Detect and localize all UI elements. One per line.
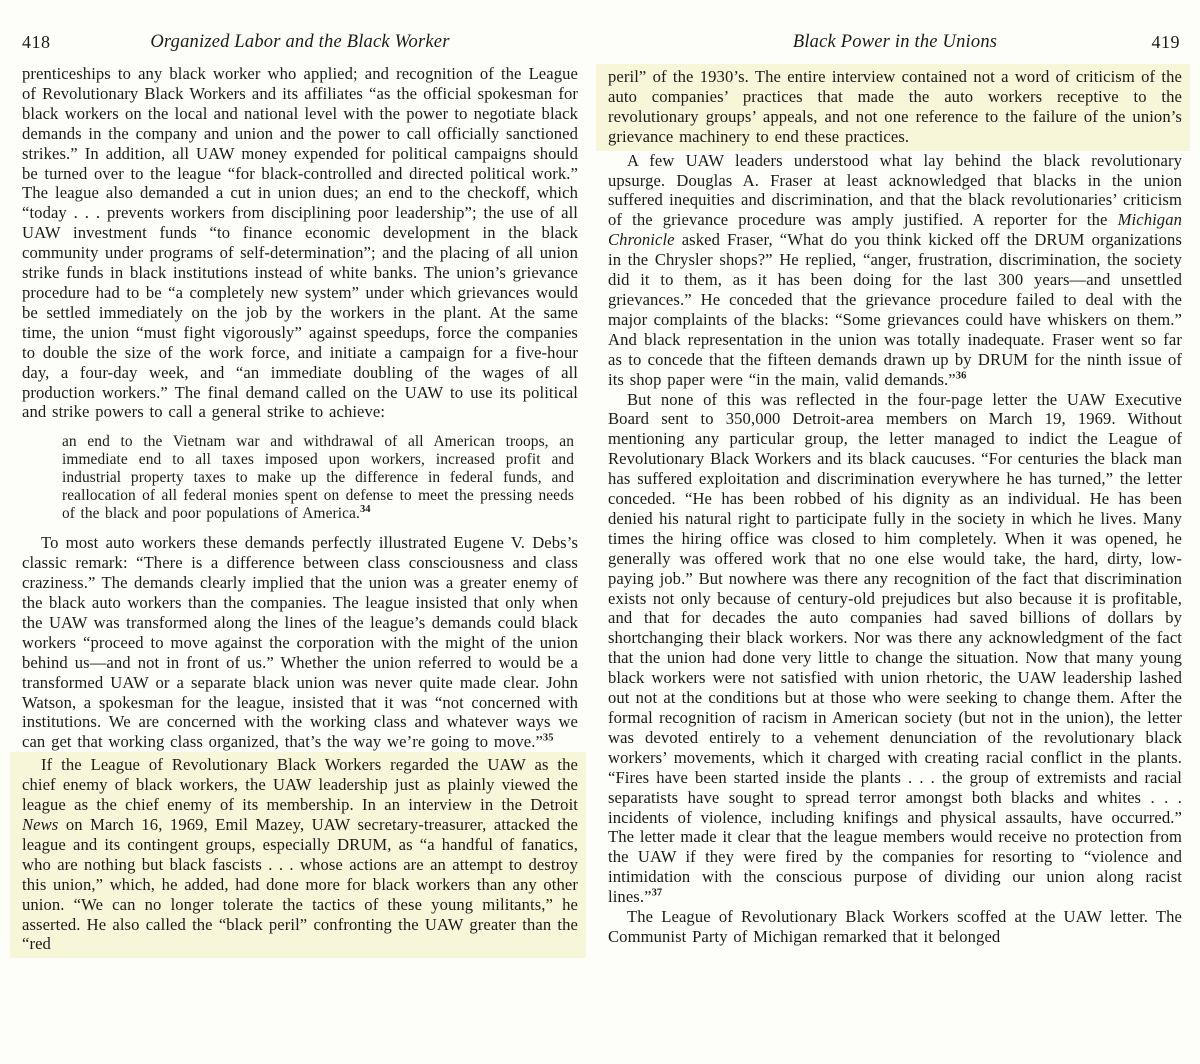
- footnote-marker: 34: [359, 503, 371, 515]
- paragraph: prenticeships to any black worker who applied; and recognition of the League of Revolutionary Black Workers and its affiliates “as the official spokesman for black workers on the local and national level with the power to negotiate black demands in the company and union and the power to call officially sanctioned strikes.” In addition, all UAW money expended for political campaigns should be turned over to the league “for black-controlled and directed political work.” The league also demanded a cut in union dues; an end to the checkoff, which “today . . . prevents workers from disciplining poor leadership”; the use of all UAW investment funds “to finance economic development in the black community under programs of self-determination”; and the placing of all union strike funds in black institutions instead of white banks. The union’s grievance procedure had to be “a completely new system” under which grievances would be settled immediately on the job by the workers in the plant. At the same time, the union “must fight vigorously” against speedups, force the companies to double the size of the work force, and initiate a campaign for a five-hour day, a four-day week, and “an immediate doubling of the wages of all production workers.” The final demand called on the UAW to use its political and strike powers to call a general strike to achieve:: [22, 64, 578, 422]
- paragraph: peril” of the 1930’s. The entire interview contained not a word of criticism of the auto companies’ practices that made the auto workers receptive to the revolutionary groups’ appeals, and not one reference to the failure of the union’s grievance machinery to end these practices.: [596, 64, 1190, 151]
- italic-text: News: [22, 814, 59, 834]
- page-number-left: 418: [22, 32, 51, 52]
- paragraph: The League of Revolutionary Black Workers scoffed at the UAW letter. The Communist Party of Michigan remarked that it belonged: [608, 907, 1182, 946]
- paragraph: But none of this was reflected in the four-page letter the UAW Executive Board sent to 350,000 Detroit-area members on March 19, 1969. Without mentioning any particular group, the letter managed to indict the League of Revolutionary Black Workers and its black caucuses. “For centuries the black man has suffered exploitation and discrimination everywhere he has turned,” the letter conceded. “He has been robbed of his dignity as an individual. He has been denied his natural right to participate fully in the society in which he lives. Many times the hiring office was closed to him completely. When it was opened, he generally was offered work that no one else would take, the hard, dirty, low-paying job.” But nowhere was there any recognition of the fact that discrimination exists not only because of century-old prejudices but also because it is profitable, and that for decades the auto companies had saved billions of dollars by shortchanging their black workers. Nor was there any acknowledgment of the fact that the union had done very little to change the situation. Now that many young black workers were not satisfied with union rhetoric, the UAW leadership lashed out not at the conditions but at those who were seeking to change them. After the formal recognition of racism in American society (but not in the union), the letter was devoted entirely to a vehement denunciation of the revolutionary black workers’ movements, which it charged with creating racial conflict in the plants. “Fires have been started inside the plants . . . the group of extremists and racial separatists have sought to spread terror amongst both blacks and whites . . . incidents of violence, including knifings and physical assaults, have occurred.” The letter made it clear that the league members would receive no protection from the UAW if they were fired by the companies for resorting to “violence and intimidation with the conscious purpose of dividing our union along racist lines.”$^{37}$: [608, 389, 1182, 907]
- left-page-body: [22, 64, 578, 958]
- italic-text: Michigan Chronicle: [608, 210, 1182, 250]
- paragraph: A few UAW leaders understood what lay behind the black revolutionary upsurge. Douglas A. Fraser at least acknowledged that blacks in the union suffered inequities and discrimination, and that the black revolutionaries’ criticism of the grievance procedure was amply justified. A reporter for the Michigan Chronicle asked Fraser, “What do you think kicked off the DRUM organizations in the Chrysler shops?” He replied, “anger, frustration, discrimination, the society did it to them, as it has been doing for the last 300 years—and unsettled grievances.” He conceded that the grievance procedure failed to deal with the major complaints of the blacks: “Some grievances could have whiskers on them.” And black representation in the union was totally inadequate. Fraser went so far as to concede that the fifteen demands drawn up by DRUM for the ninth issue of its shop paper were “in the main, valid demands.”$^{36}$: [608, 150, 1182, 389]
- paragraph: If the League of Revolutionary Black Workers regarded the UAW as the chief enemy of black workers, the UAW leadership just as plainly viewed the league as the chief enemy of its membership. In an interview in the Detroit News on March 16, 1969, Emil Mazey, UAW secretary-treasurer, attacked the league and its contingent groups, especially DRUM, as “a handful of fanatics, who are nothing but black fascists . . . whose actions are an attempt to destroy this union,” which, he added, had done more for black workers than any other union. “We can no longer tolerate the tactics of these young militants,” he asserted. He also called the “black peril” confronting the UAW greater than the “red: [10, 752, 586, 958]
- footnote-marker: 36: [955, 370, 967, 382]
- footnote-marker: 37: [651, 887, 663, 899]
- running-head-right: Black Power in the Unions: [792, 32, 998, 52]
- running-head-left: Organized Labor and the Black Worker: [150, 32, 450, 52]
- paragraph: To most auto workers these demands perfectly illustrated Eugene V. Debs’s classic remark: “There is a difference between class consciousness and class craziness.” The demands clearly implied that the union was a greater enemy of the black auto workers than the companies. The league insisted that only when the UAW was transformed along the lines of the league’s demands could black workers “proceed to move against the corporation with the might of the union behind us—and not in front of us.” Whether the union referred to would be a transformed UAW or a separate black union was never quite made clear. John Watson, a spokesman for the league, insisted that it was “not concerned with institutions. We are concerned with the working class and whatever ways we can get that working class organized, that’s the way we’re going to move.”$^{35}$: [22, 533, 578, 752]
- page-left: [22, 24, 578, 958]
- page-header-left: [22, 24, 578, 64]
- right-page-body: [608, 64, 1182, 947]
- footnote-marker: 35: [542, 732, 554, 744]
- page-header-right: [608, 24, 1182, 64]
- page-number-right: 419: [1151, 32, 1180, 52]
- block-quote: an end to the Vietnam war and withdrawal of all American troops, an immediate end to all taxes imposed upon workers, increased profit and industrial property taxes to make up the difference in federal funds, and reallocation of all federal monies spent on defense to meet the pressing needs of the black and poor populations of America.$^{34}$: [62, 433, 574, 522]
- page-right: [608, 24, 1182, 947]
